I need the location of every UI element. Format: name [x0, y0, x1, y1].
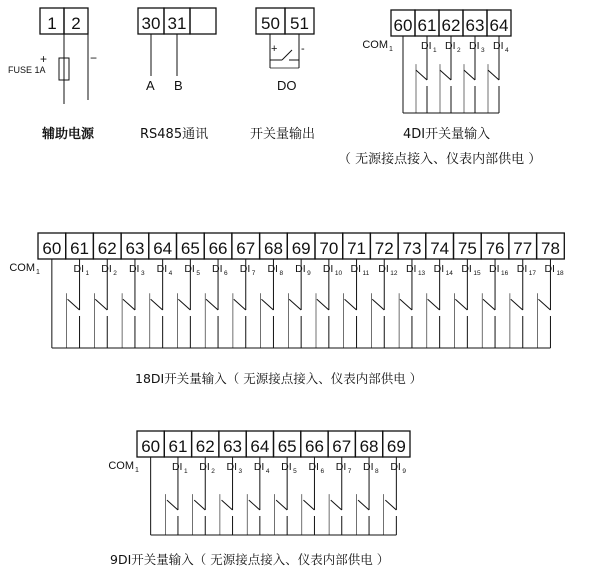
di18-terminal-label: 61	[70, 239, 90, 258]
di18-di-switch-blade	[178, 299, 190, 310]
di18-terminal-label: 78	[540, 239, 560, 258]
di4-di-sub: 2	[457, 47, 461, 54]
di4-di-sub: 4	[505, 47, 509, 54]
di18-di-label: DI	[378, 263, 389, 275]
fuse-label: FUSE 1A	[8, 65, 46, 75]
di18-di-switch-blade	[68, 299, 80, 310]
di18-terminal-label: 73	[402, 239, 422, 258]
do-terminal-label: 50	[261, 14, 280, 33]
di4-di-switch-blade	[464, 70, 475, 80]
di4-di-label: DI	[445, 40, 456, 52]
di18-di-label: DI	[544, 263, 555, 275]
di18-caption: 18DI开关量输入（ 无源接点接入、仪表内部供电 ）	[135, 371, 423, 386]
di18-di-switch-blade	[206, 299, 218, 310]
di18-di-switch-blade	[95, 299, 107, 310]
di18-di-sub: 3	[140, 270, 145, 277]
di9-terminal-label: 63	[223, 437, 243, 456]
do-switch-blade	[282, 50, 292, 60]
di9-di-switch-blade	[303, 500, 314, 510]
di9-di-sub: 6	[320, 468, 325, 475]
di9-di-label: DI	[308, 461, 319, 473]
di18-di-switch-blade	[261, 299, 273, 310]
di18-terminal-label: 64	[153, 239, 173, 258]
do-terminal-label: 51	[290, 14, 309, 33]
di18-di-sub: 7	[251, 270, 256, 277]
di9-di-label: DI	[281, 461, 292, 473]
di18-di-switch-blade	[483, 299, 495, 310]
di9-di-sub: 5	[293, 468, 297, 475]
di18-di-label: DI	[128, 263, 140, 275]
di18-di-switch-blade	[372, 299, 384, 310]
di4-note: （ 无源接点接入、仪表内部供电 ）	[338, 152, 542, 167]
di18-terminal-label: 76	[485, 239, 505, 258]
di9-di-switch-blade	[331, 500, 342, 510]
di4-di-switch-blade	[440, 70, 451, 80]
di18-di-sub: 8	[279, 270, 284, 277]
di9-di-switch-blade	[167, 500, 178, 510]
di18-di-label: DI	[433, 263, 445, 275]
di18-terminal-label: 62	[97, 239, 117, 258]
di18-di-sub: 11	[362, 270, 370, 277]
rs485-pin-b: B	[174, 78, 183, 93]
di18-di-label: DI	[322, 263, 334, 275]
di4-terminal-label: 62	[441, 16, 461, 35]
di18-di-label: DI	[101, 263, 112, 275]
rs485-group	[140, 78, 208, 142]
di9-di-label: DI	[335, 461, 347, 473]
di18-di-switch-blade	[400, 299, 412, 310]
di18-di-label: DI	[267, 263, 278, 275]
di18-di-label: DI	[295, 263, 306, 275]
aux-plus-sign: +	[40, 52, 48, 66]
switch-output-group	[250, 43, 315, 142]
di4-caption: 4DI开关量输入	[403, 127, 491, 142]
di9-di-sub: 8	[375, 468, 379, 475]
di18-di-sub: 13	[417, 270, 426, 277]
di18-di-switch-blade	[538, 299, 550, 310]
di9-di-sub: 2	[211, 468, 215, 475]
di4-terminal-label: 63	[465, 16, 485, 35]
di4-di-sub: 3	[481, 47, 485, 54]
di18-di-switch-blade	[345, 299, 357, 310]
di9-di-sub: 1	[183, 468, 188, 475]
di9-di-switch-blade	[385, 500, 396, 510]
di18-di-sub: 6	[224, 270, 228, 277]
aux-power-group	[8, 51, 97, 142]
di18-di-switch-blade	[151, 299, 163, 310]
di9-di-label: DI	[253, 461, 265, 473]
di18-di-label: DI	[239, 263, 251, 275]
di9-di-sub: 7	[347, 468, 352, 475]
di18-di-sub: 2	[113, 270, 117, 277]
aux-power-caption: 辅助电源	[42, 127, 95, 142]
di9-di-switch-blade	[249, 500, 260, 510]
di18-di-sub: 18	[556, 270, 564, 277]
di4-com-sub: 1	[389, 46, 393, 53]
di9-di-label: DI	[171, 461, 183, 473]
do-minus-sign: -	[301, 43, 305, 55]
di18-di-switch-blade	[428, 299, 440, 310]
di18-di-switch-blade	[123, 299, 135, 310]
di9-terminal-label: 62	[195, 437, 215, 456]
di18-di-sub: 12	[390, 270, 398, 277]
di9-terminal-label: 64	[250, 437, 270, 456]
di18-terminal-label: 65	[180, 239, 200, 258]
di18-terminal-label: 71	[347, 239, 367, 258]
di4-di-label: DI	[421, 40, 432, 52]
di18-di-label: DI	[212, 263, 223, 275]
di4-terminal-label: 64	[489, 16, 509, 35]
di18-di-label: DI	[184, 263, 195, 275]
do-tag: DO	[277, 78, 297, 93]
di9-caption: 9DI开关量输入（ 无源接点接入、仪表内部供电 ）	[110, 552, 390, 567]
di4-terminal-label: 60	[393, 16, 413, 35]
di9-di-label: DI	[199, 461, 210, 473]
di18-di-switch-blade	[455, 299, 467, 310]
aux-terminal-label: 2	[71, 14, 81, 33]
di9-com-label: COM	[108, 460, 134, 472]
di18-di-label: DI	[461, 263, 472, 275]
di9-com-sub: 1	[135, 467, 139, 474]
di4-com-label: COM	[362, 39, 388, 51]
rs485-pin-a: A	[146, 78, 155, 93]
di9-di-switch-blade	[276, 500, 287, 510]
di4-di-label: DI	[493, 40, 504, 52]
di18-di-switch-blade	[511, 299, 523, 310]
di18-di-label: DI	[350, 263, 362, 275]
di18-di-label: DI	[73, 263, 85, 275]
di18-terminal-label: 67	[236, 239, 256, 258]
di9-di-switch-blade	[194, 500, 205, 510]
di18-di-sub: 5	[196, 270, 200, 277]
di4-di-label: DI	[469, 40, 480, 52]
di18-terminal-label: 66	[208, 239, 228, 258]
di18-com-sub: 1	[36, 269, 40, 276]
di18-di-switch-blade	[317, 299, 329, 310]
di9-di-switch-blade	[222, 500, 233, 510]
di9-terminal-label: 68	[359, 437, 379, 456]
di9-terminal-label: 60	[141, 437, 161, 456]
di9-di-sub: 4	[265, 468, 270, 475]
di18-di-switch-blade	[289, 299, 301, 310]
di18-di-label: DI	[156, 263, 168, 275]
di4-di-switch-blade	[416, 70, 427, 80]
di18-di-sub: 16	[501, 270, 509, 277]
di9-terminal-label: 67	[332, 437, 352, 456]
rs485-caption: RS485通讯	[140, 127, 209, 142]
di18-di-label: DI	[489, 263, 500, 275]
di9-di-sub: 9	[402, 468, 406, 475]
di18-di-sub: 15	[473, 270, 481, 277]
di4-terminal-label: 61	[417, 16, 437, 35]
di18-terminal-label: 74	[430, 239, 450, 258]
di9-terminal-label: 66	[304, 437, 324, 456]
di18-di-sub: 4	[168, 270, 173, 277]
aux-minus-sign: −	[90, 51, 98, 65]
di18-terminal-label: 63	[125, 239, 145, 258]
rs485-terminal-label: 31	[167, 14, 187, 33]
switch-output-caption: 开关量输出	[250, 127, 316, 142]
di9-di-label: DI	[390, 461, 401, 473]
di18-di-sub: 10	[334, 270, 343, 277]
di18-di-sub: 1	[85, 270, 90, 277]
do-plus-sign: +	[271, 43, 278, 55]
di18-di-switch-blade	[234, 299, 246, 310]
rs485-terminal-label: 30	[141, 14, 161, 33]
di18-terminal-label: 77	[513, 239, 533, 258]
di18-terminal-label: 60	[42, 239, 62, 258]
aux-terminal-label: 1	[47, 14, 57, 33]
di18-terminal-label: 68	[263, 239, 283, 258]
di9-terminal-label: 65	[277, 437, 297, 456]
di18-di-sub: 17	[528, 270, 536, 277]
di18-di-sub: 14	[445, 270, 453, 277]
di18-terminal-label: 69	[291, 239, 311, 258]
di9-terminal-label: 61	[168, 437, 188, 456]
di18-di-label: DI	[516, 263, 528, 275]
di9-di-sub: 3	[238, 468, 243, 475]
di9-di-label: DI	[363, 461, 374, 473]
di18-terminal-label: 75	[457, 239, 477, 258]
di18-terminal-label: 70	[319, 239, 339, 258]
di4-di-switch-blade	[488, 70, 499, 80]
di18-terminal-label: 72	[374, 239, 394, 258]
di9-terminal-label: 69	[386, 437, 406, 456]
di9-di-label: DI	[226, 461, 238, 473]
di18-di-label: DI	[405, 263, 417, 275]
di18-di-sub: 9	[307, 270, 311, 277]
di9-di-switch-blade	[358, 500, 369, 510]
rs485-terminal-box	[190, 8, 216, 34]
di4-di-sub: 1	[433, 47, 437, 54]
di18-com-label: COM	[9, 262, 35, 274]
